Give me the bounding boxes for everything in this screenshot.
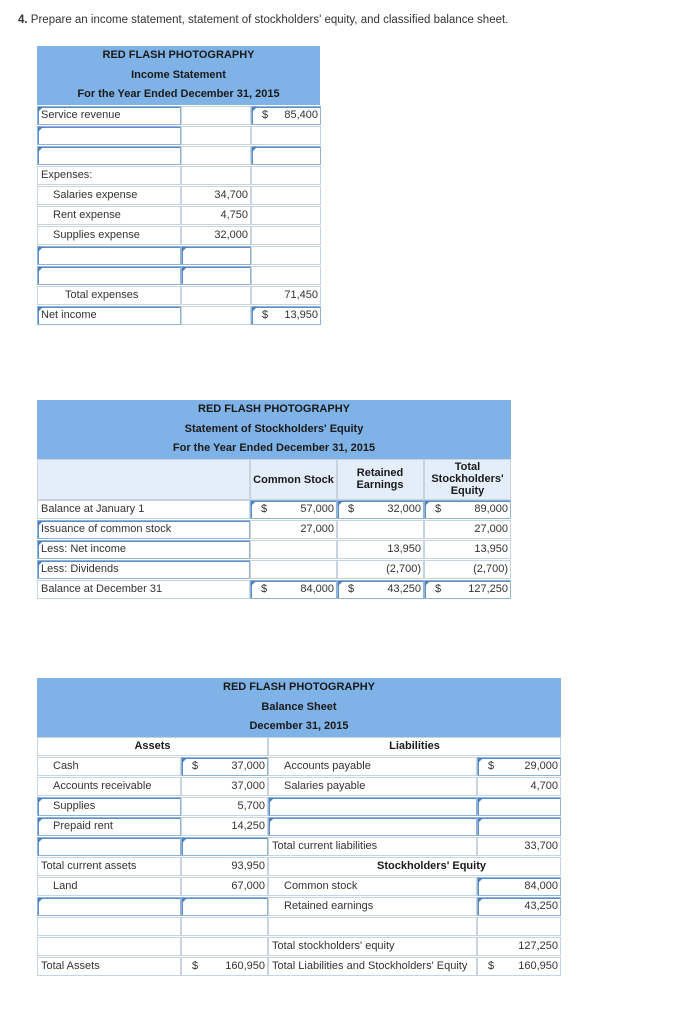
equity-row-common[interactable] <box>250 540 337 559</box>
asset-label: Cash <box>37 757 181 776</box>
total-assets-label: Total Assets <box>37 957 181 976</box>
equity-row-retained[interactable]: $ 43,250 <box>337 580 424 599</box>
equity-row-common[interactable]: 27,000 <box>250 520 337 539</box>
expense-value[interactable]: 32,000 <box>181 226 251 245</box>
expense-blank-2b[interactable] <box>181 266 251 285</box>
equity-title: Statement of Stockholders' Equity <box>184 422 364 435</box>
assets-header: Assets <box>37 737 268 756</box>
equity-period: For the Year Ended December 31, 2015 <box>172 442 376 454</box>
liability-value[interactable]: $ 29,000 <box>477 757 561 776</box>
equity-row-common[interactable]: $ 57,000 <box>250 500 337 519</box>
expense-blank-1a[interactable] <box>37 246 181 265</box>
liability-blank[interactable] <box>268 817 477 836</box>
col-common-stock: Common Stock <box>253 474 334 486</box>
equity-row-total[interactable]: (2,700) <box>424 560 511 579</box>
expense-label: Rent expense <box>37 206 181 225</box>
liability-blank-value[interactable] <box>477 817 561 836</box>
total-expenses-value[interactable]: 71,450 <box>251 286 321 305</box>
equity-row-total[interactable]: $ 127,250 <box>424 580 511 599</box>
income-blank-row-2b <box>181 146 251 165</box>
liability-label: Salaries payable <box>268 777 477 796</box>
income-blank-row-2c[interactable] <box>251 146 321 165</box>
asset-label[interactable]: Prepaid rent <box>37 817 181 836</box>
expense-blank-1b[interactable] <box>181 246 251 265</box>
balance-header <box>37 678 561 737</box>
equity-row-label: Balance at December 31 <box>37 580 250 599</box>
expense-label: Salaries expense <box>37 186 181 205</box>
equity-row-total[interactable]: 27,000 <box>424 520 511 539</box>
expense-blank-2c <box>251 266 321 285</box>
asset-value[interactable]: 37,000 <box>181 777 268 796</box>
asset-blank-value[interactable] <box>181 837 268 856</box>
col-retained-earnings: Retained Earnings <box>356 467 404 491</box>
stockholders-equity-header: Stockholders' Equity <box>268 857 561 876</box>
expense-blank-2a[interactable] <box>37 266 181 285</box>
retained-earnings-label: Retained earnings <box>268 897 477 916</box>
total-expenses-mid <box>181 286 251 305</box>
asset-blank-3 <box>37 937 181 956</box>
balance-period: December 31, 2015 <box>249 720 349 732</box>
income-blank-row-1c <box>251 126 321 145</box>
equity-row-total[interactable]: $ 89,000 <box>424 500 511 519</box>
question-text: 4. Prepare an income statement, statement of stockholders' equity, and classified balance sheet. <box>18 14 509 26</box>
income-header <box>37 46 320 105</box>
equity-row-label[interactable]: Issuance of common stock <box>37 520 250 539</box>
expense-right <box>251 226 321 245</box>
balance-company: RED FLASH PHOTOGRAPHY <box>223 681 375 693</box>
total-current-liabilities-label: Total current liabilities <box>268 837 477 856</box>
total-assets-value[interactable]: $ 160,950 <box>181 957 268 976</box>
equity-row-label[interactable]: Less: Dividends <box>37 560 250 579</box>
income-blank-row-2a[interactable] <box>37 146 181 165</box>
expense-label: Supplies expense <box>37 226 181 245</box>
asset-blank-value[interactable] <box>181 897 268 916</box>
total-liabilities-equity-label: Total Liabilities and Stockholders' Equity <box>268 957 477 976</box>
total-current-assets-value[interactable]: 93,950 <box>181 857 268 876</box>
net-income-label[interactable]: Net income <box>37 306 181 325</box>
equity-row-retained[interactable]: $ 32,000 <box>337 500 424 519</box>
total-current-liabilities-value[interactable]: 33,700 <box>477 837 561 856</box>
land-value[interactable]: 67,000 <box>181 877 268 896</box>
balance-title: Balance Sheet <box>261 700 337 713</box>
expenses-label-mid <box>181 166 251 185</box>
liability-blank-value[interactable] <box>477 797 561 816</box>
equity-blank-value <box>477 917 561 936</box>
service-revenue-mid <box>181 106 251 125</box>
asset-value[interactable]: $ 37,000 <box>181 757 268 776</box>
total-equity-value[interactable]: 127,250 <box>477 937 561 956</box>
asset-blank-2-value <box>181 917 268 936</box>
equity-colhead-blank <box>37 459 250 500</box>
asset-label[interactable]: Supplies <box>37 797 181 816</box>
asset-value[interactable]: 5,700 <box>181 797 268 816</box>
equity-row-common[interactable]: $ 84,000 <box>250 580 337 599</box>
equity-row-common[interactable] <box>250 560 337 579</box>
equity-row-label[interactable]: Less: Net income <box>37 540 250 559</box>
asset-label: Accounts receivable <box>37 777 181 796</box>
total-current-assets-label: Total current assets <box>37 857 181 876</box>
land-label: Land <box>37 877 181 896</box>
asset-value[interactable]: 14,250 <box>181 817 268 836</box>
equity-row-retained[interactable]: (2,700) <box>337 560 424 579</box>
asset-blank-2 <box>37 917 181 936</box>
common-stock-value[interactable]: 84,000 <box>477 877 561 896</box>
liability-value[interactable]: 4,700 <box>477 777 561 796</box>
income-blank-row-1a[interactable] <box>37 126 181 145</box>
service-revenue-label[interactable]: Service revenue <box>37 106 181 125</box>
expense-value[interactable]: 4,750 <box>181 206 251 225</box>
total-expenses-label: Total expenses <box>37 286 181 305</box>
asset-blank[interactable] <box>37 897 181 916</box>
liability-label: Accounts payable <box>268 757 477 776</box>
liabilities-header: Liabilities <box>268 737 561 756</box>
col-total-equity: Total Stockholders' Equity <box>431 461 504 497</box>
service-revenue-value[interactable]: $ 85,400 <box>251 106 321 125</box>
equity-company: RED FLASH PHOTOGRAPHY <box>198 403 350 415</box>
equity-row-retained[interactable] <box>337 520 424 539</box>
retained-earnings-value[interactable]: 43,250 <box>477 897 561 916</box>
expense-value[interactable]: 34,700 <box>181 186 251 205</box>
liability-blank[interactable] <box>268 797 477 816</box>
net-income-mid <box>181 306 251 325</box>
expense-blank-1c <box>251 246 321 265</box>
expenses-label: Expenses: <box>37 166 181 185</box>
net-income-value[interactable]: $ 13,950 <box>251 306 321 325</box>
equity-row-total[interactable]: 13,950 <box>424 540 511 559</box>
income-period: For the Year Ended December 31, 2015 <box>77 88 280 100</box>
expense-right <box>251 206 321 225</box>
total-liabilities-equity-value[interactable]: $ 160,950 <box>477 957 561 976</box>
common-stock-label: Common stock <box>268 877 477 896</box>
income-blank-row-1b <box>181 126 251 145</box>
expenses-label-right <box>251 166 321 185</box>
equity-blank <box>268 917 477 936</box>
income-company: RED FLASH PHOTOGRAPHY <box>102 49 255 61</box>
asset-blank[interactable] <box>37 837 181 856</box>
equity-row-label: Balance at January 1 <box>37 500 250 519</box>
income-title: Income Statement <box>131 68 226 81</box>
equity-row-retained[interactable]: 13,950 <box>337 540 424 559</box>
equity-header <box>37 400 511 459</box>
expense-right <box>251 186 321 205</box>
asset-blank-3-value <box>181 937 268 956</box>
total-equity-label: Total stockholders' equity <box>268 937 477 956</box>
